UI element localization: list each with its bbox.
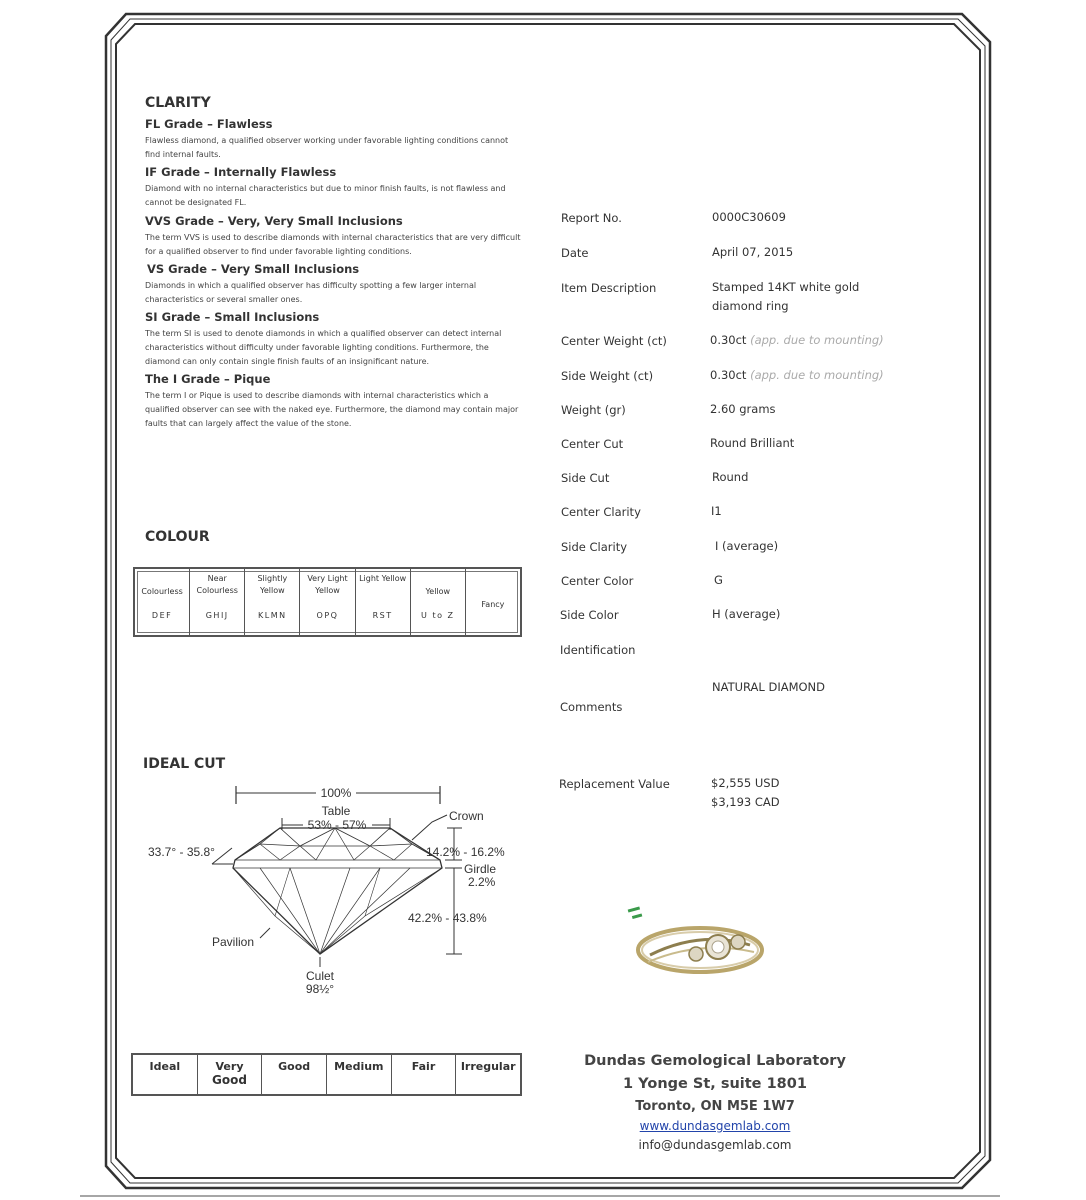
colour-col-letters: KLMN	[258, 611, 287, 620]
grade-heading-vs: VS Grade – Very Small Inclusions	[147, 262, 360, 276]
label-culet: Culet	[305, 969, 335, 983]
grade-desc-si: The term SI is used to denote diamonds in which a qualified observer can detect internal characteristics without difficulty under favorable lighting conditions. Furthermore, the diamond can only contain single finish faults of an insignificant nature.	[145, 329, 502, 366]
lab-address-line1: 1 Yonge St, suite 1801	[623, 1076, 807, 1092]
cut-grade-very-good	[198, 1055, 263, 1094]
grade-desc-vs: Diamonds in which a qualified observer has difficulty spotting a few larger internal characteristics or several smaller ones.	[145, 281, 477, 304]
date-label: Date	[561, 246, 589, 260]
label-girdle: Girdle	[464, 862, 497, 876]
lab-name: Dundas Gemological Laboratory	[584, 1053, 846, 1069]
cut-grade-irregular	[456, 1055, 520, 1094]
lab-website-link[interactable]: www.dundasgemlab.com	[639, 1119, 791, 1133]
colour-col-near-colourless	[190, 569, 245, 635]
label-crown-angle: 33.7° - 35.8°	[148, 845, 215, 859]
center-weight-amount: 0.30ct	[710, 333, 747, 347]
grade-heading-vvs: VVS Grade – Very, Very Small Inclusions	[145, 214, 403, 228]
colour-col-name: Near Colourless	[196, 574, 238, 595]
colour-col-name: Very Light Yellow	[307, 574, 348, 595]
colour-col-letters: OPQ	[316, 611, 339, 620]
side-cut-label: Side Cut	[561, 471, 610, 485]
ring-photo	[620, 900, 780, 990]
colour-col-name: Colourless	[141, 587, 183, 596]
report-no-value: 0000C30609	[712, 210, 786, 224]
side-cut-value: Round	[712, 470, 749, 484]
report-no-label: Report No.	[561, 211, 622, 225]
colour-col-letters: GHIJ	[205, 611, 229, 620]
item-description-value-line1: Stamped 14KT white gold	[712, 280, 860, 294]
colour-col-name: Fancy	[481, 600, 505, 609]
label-table: Table	[321, 804, 351, 818]
side-weight-label: Side Weight (ct)	[561, 369, 654, 383]
item-description-value-line2: diamond ring	[712, 299, 789, 313]
replacement-value-label: Replacement Value	[559, 777, 670, 791]
colour-col-letters: U to Z	[421, 611, 455, 620]
grade-desc-vvs: The term VVS is used to describe diamonds with internal characteristics that are very difficult for a qualified observer to find under favorable lighting conditions.	[145, 233, 521, 256]
center-weight-value	[710, 331, 884, 350]
colour-scale-table	[133, 567, 522, 637]
weight-label: Weight (gr)	[561, 403, 626, 417]
center-color-label: Center Color	[561, 574, 634, 588]
colour-col-name: Yellow	[425, 587, 451, 596]
center-weight-label: Center Weight (ct)	[561, 334, 667, 348]
identification-value: NATURAL DIAMOND	[712, 680, 826, 694]
colour-col-very-light-yellow	[300, 569, 355, 635]
lab-email: info@dundasgemlab.com	[638, 1138, 792, 1152]
replacement-value-usd: $2,555 USD	[711, 776, 780, 790]
center-cut-label: Center Cut	[561, 437, 624, 451]
label-crown: Crown	[449, 809, 484, 823]
weight-value: 2.60 grams	[710, 402, 776, 416]
identification-label: Identification	[560, 643, 636, 657]
center-cut-value: Round Brilliant	[710, 436, 795, 450]
colour-col-colourless	[135, 569, 190, 635]
grade-heading-si: SI Grade – Small Inclusions	[145, 310, 320, 324]
cut-grade-label: Fair	[411, 1060, 436, 1073]
grade-heading-i: The I Grade – Pique	[145, 372, 271, 386]
side-weight-note: (app. due to mounting)	[750, 368, 884, 382]
grade-desc-i: The term I or Pique is used to describe diamonds with internal characteristics which a qualified observer can see with the naked eye. Furthermore, the diamond may contain major faults that can largely affect the value of the stone.	[145, 391, 519, 428]
colour-col-letters: DEF	[151, 611, 173, 620]
side-weight-amount: 0.30ct	[710, 368, 747, 382]
side-weight-value	[710, 366, 884, 385]
side-clarity-value: I (average)	[715, 539, 779, 553]
grade-desc-if: Diamond with no internal characteristics but due to minor finish faults, is not flawless and cannot be designated FL.	[145, 184, 506, 207]
center-clarity-label: Center Clarity	[561, 505, 641, 519]
side-clarity-label: Side Clarity	[561, 540, 628, 554]
colour-title: COLOUR	[145, 529, 210, 545]
label-pavilion-depth: 42.2% - 43.8%	[408, 911, 487, 925]
label-pavilion: Pavilion	[212, 935, 255, 949]
cut-grade-table	[131, 1053, 522, 1096]
side-color-value: H (average)	[712, 607, 781, 621]
item-description-label: Item Description	[561, 281, 657, 295]
colour-col-name: Light Yellow	[359, 574, 407, 583]
center-weight-note: (app. due to mounting)	[750, 333, 884, 347]
cut-grade-medium	[327, 1055, 392, 1094]
colour-col-light-yellow	[356, 569, 411, 635]
colour-col-fancy	[466, 569, 520, 635]
cut-grade-label: Medium	[334, 1060, 384, 1073]
date-value: April 07, 2015	[712, 245, 794, 259]
center-color-value: G	[714, 573, 723, 587]
ideal-cut-title: IDEAL CUT	[143, 756, 226, 772]
colour-col-letters: RST	[372, 611, 393, 620]
colour-col-name: Slightly Yellow	[257, 574, 288, 595]
grade-heading-if: IF Grade – Internally Flawless	[145, 165, 337, 179]
clarity-title: CLARITY	[145, 95, 211, 111]
cut-grade-label: Irregular	[460, 1060, 516, 1073]
cut-grade-fair	[392, 1055, 457, 1094]
grade-heading-fl: FL Grade – Flawless	[145, 117, 273, 131]
comments-label: Comments	[560, 700, 623, 714]
cut-grade-good	[262, 1055, 327, 1094]
center-clarity-value: I1	[711, 504, 722, 518]
cut-grade-label-line2: Good	[212, 1073, 247, 1087]
cut-grade-label: Good	[278, 1060, 311, 1073]
label-diameter: 100%	[320, 786, 352, 800]
lab-address-line2: Toronto, ON M5E 1W7	[635, 1099, 795, 1114]
cut-grade-label: Very	[215, 1060, 244, 1073]
colour-col-yellow	[411, 569, 466, 635]
colour-col-slightly-yellow	[245, 569, 300, 635]
label-girdle-pct: 2.2%	[468, 875, 496, 889]
side-color-label: Side Color	[560, 608, 619, 622]
grade-desc-fl: Flawless diamond, a qualified observer working under favorable lighting conditions cannot find internal faults.	[145, 136, 509, 159]
label-crown-height: 14.2% - 16.2%	[426, 845, 505, 859]
cut-grade-label: Ideal	[149, 1060, 181, 1073]
replacement-value-cad: $3,193 CAD	[711, 795, 780, 809]
label-table-pct: 53% - 57%	[307, 818, 367, 832]
label-culet-value: 98½°	[305, 982, 335, 996]
cut-grade-ideal	[133, 1055, 198, 1094]
ideal-cut-diagram	[140, 778, 520, 1003]
